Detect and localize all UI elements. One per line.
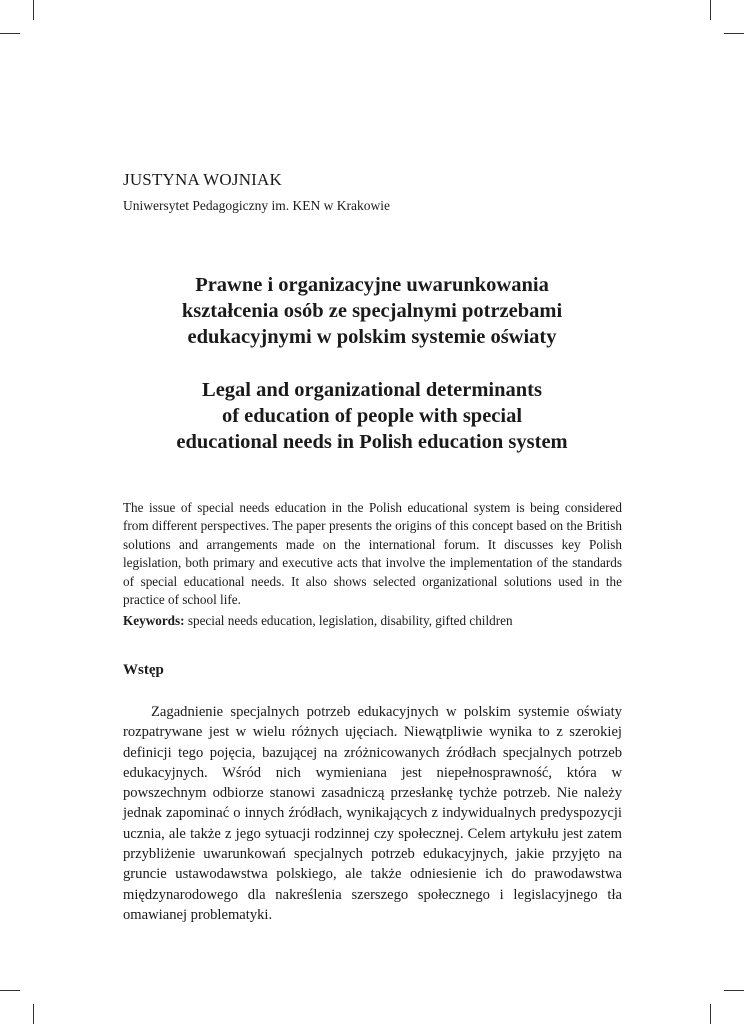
- author-affiliation: Uniwersytet Pedagogiczny im. KEN w Krakowie: [123, 198, 390, 213]
- title-english: [123, 377, 621, 455]
- title-polish-line: edukacyjnymi w polskim systemie oświaty: [187, 326, 557, 348]
- keywords: [123, 612, 622, 630]
- title-polish-line: Prawne i organizacyjne uwarunkowania: [195, 274, 549, 296]
- keywords-label: Keywords:: [123, 613, 185, 628]
- crop-mark-bottom-right-h: [724, 990, 744, 991]
- title-english-line: Legal and organizational determinants: [202, 379, 542, 401]
- title-english-line: of education of people with special: [221, 405, 523, 427]
- crop-mark-bottom-left: [33, 1004, 34, 1024]
- intro-paragraph: Zagadnienie specjalnych potrzeb edukacyjnych w polskim systemie oświaty rozpatrywane jest w wielu różnych ujęciach. Niewątpliwie wynika to z szerokiej definicji tego pojęcia, bazującej na zróżnicowanych źródłach specjalnych potrzeb edukacyjnych. Wśród nich wymieniana jest niepełnosprawność, która w powszechnym odbiorze stanowi zasadniczą przesłankę tychże potrzeb. Nie należy jednak zapominać o innych źródłach, wynikających z indywidualnych predyspozycji ucznia, ale także z jego sytuacji rodzinnej czy społecznej. Celem artykułu jest zatem przybliżenie uwarunkowań specjalnych potrzeb edukacyjnych, jakie przyjęto na gruncie ustawodawstwa polskiego, ale także odniesienie ich do prawodawstwa międzynarodowego dla nakreślenia szerszego społecznego i legislacyjnego tła omawianej problematyki.: [123, 704, 622, 923]
- title-polish: [123, 272, 621, 350]
- crop-mark-bottom-left-h: [0, 990, 20, 991]
- section-heading: Wstęp: [123, 662, 164, 678]
- crop-mark-top-left: [33, 0, 34, 20]
- crop-mark-bottom-right: [710, 1004, 711, 1024]
- title-polish-line: kształcenia osób ze specjalnymi potrzebami: [181, 300, 563, 322]
- abstract: The issue of special needs education in the Polish educational system is being considered from different perspectives. The paper presents the origins of this concept based on the British solutions and arrangements made on the international forum. It discusses key Polish legislation, both primary and executive acts that involve the implementation of the standards of special educational needs. It also shows selected organizational solutions used in the practice of school life.: [123, 500, 622, 608]
- keywords-text: special needs education, legislation, disability, gifted children: [187, 613, 513, 628]
- crop-mark-top-right: [710, 0, 711, 20]
- crop-mark-top-right-h: [724, 33, 744, 34]
- crop-mark-top-left-h: [0, 33, 20, 34]
- author-name: JUSTYNA WOJNIAK: [123, 170, 282, 189]
- title-english-line: educational needs in Polish education system: [176, 431, 568, 453]
